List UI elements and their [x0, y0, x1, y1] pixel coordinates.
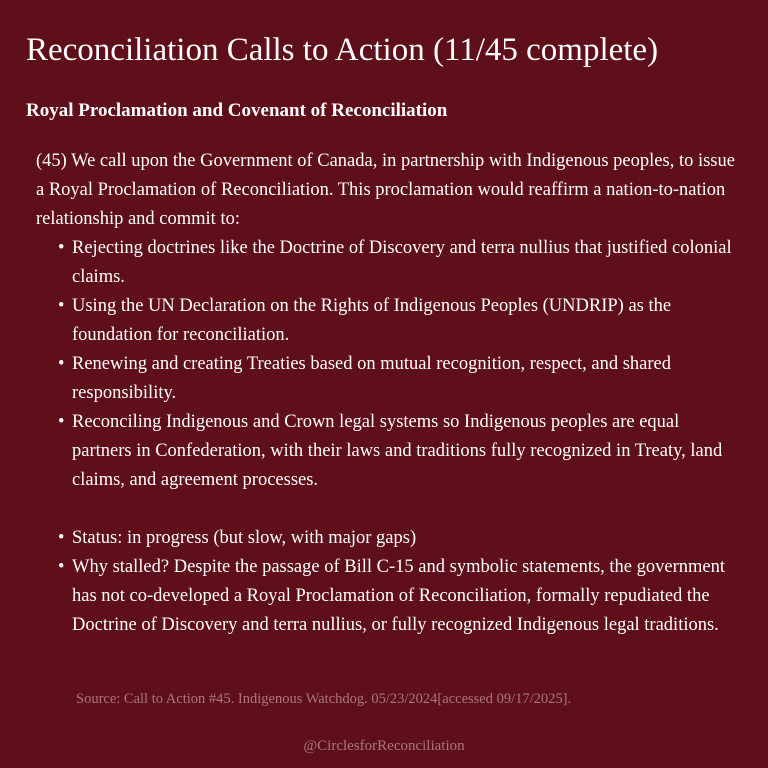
- status-list: [36, 524, 740, 640]
- list-item: • Renewing and creating Treaties based on mutual recognition, respect, and shared responsibility.: [72, 350, 740, 408]
- page-title: Reconciliation Calls to Action (11/45 complete): [26, 32, 659, 68]
- spacer: [36, 495, 740, 524]
- list-item: • Using the UN Declaration on the Rights of Indigenous Peoples (UNDRIP) as the foundation for reconciliation.: [72, 292, 740, 350]
- account-handle: @CirclesforReconciliation: [303, 738, 465, 754]
- list-item: • Reconciling Indigenous and Crown legal systems so Indigenous peoples are equal partners in Confederation, with their laws and traditions fully recognized in Treaty, land claims, and agreement processes.: [72, 408, 740, 495]
- why-stalled-item: • Why stalled? Despite the passage of Bill C-15 and symbolic statements, the government has not co-developed a Royal Proclamation of Reconciliation, formally repudiated the Doctrine of Discovery and terra nullius, or fully recognized Indigenous legal traditions.: [72, 553, 740, 640]
- source-citation: Source: Call to Action #45. Indigenous Watchdog. 05/23/2024[accessed 09/17/2025].: [76, 691, 572, 707]
- body-text: [36, 147, 740, 640]
- status-item: • Status: in progress (but slow, with major gaps): [72, 524, 740, 553]
- list-item: • Rejecting doctrines like the Doctrine of Discovery and terra nullius that justified colonial claims.: [72, 234, 740, 292]
- section-subtitle: Royal Proclamation and Covenant of Reconciliation: [26, 100, 448, 121]
- commitments-list: [36, 234, 740, 495]
- intro-paragraph: (45) We call upon the Government of Canada, in partnership with Indigenous peoples, to issue a Royal Proclamation of Reconciliation. This proclamation would reaffirm a nation-to-nation relationship and commit to:: [36, 151, 735, 229]
